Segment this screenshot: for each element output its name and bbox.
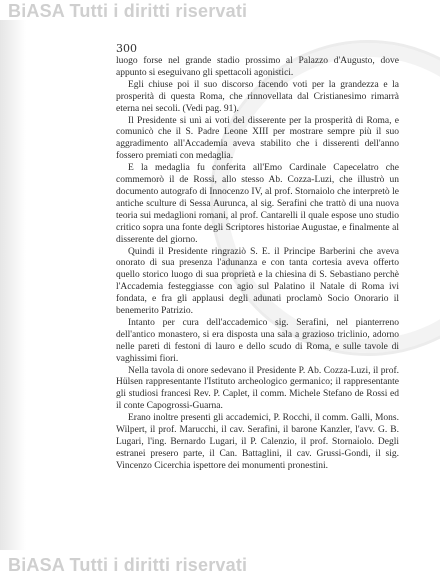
paragraph: luogo forse nel grande stadio prossimo al Palazzo d'Augusto, dove appunto si eseguivano gli spettacoli agonistici. [116, 56, 399, 78]
watermark-top: BiASA Tutti i diritti riservati [8, 1, 248, 21]
paragraph: Quindi il Presidente ringraziò S. E. il Principe Barberini che aveva onorato di sua presenza l'adunanza e con tanta cortesia aveva offerto quello storico luogo di sua proprietà e la chiesina di S. Sebastiano perchè l'Accademia festeggiasse con agio sul Palatino il Natale di Roma ivi fondata, e fra gli applausi degli adunati proclamò Socio Onorario il benemerito Patrizio. [116, 246, 399, 317]
paragraph: Nella tavola di onore sedevano il Presidente P. Ab. Cozza-Luzi, il prof. Hülsen rappresentante l'Istituto archeologico germanico; il rappresentante gli studiosi francesi Rev. P. Caplet, il comm. Michele Stefano de Rossi ed il conte Capogrossi-Guarna. [116, 365, 399, 412]
paragraph: E la medaglia fu conferita all'Emo Cardinale Capecelatro che commemorò il de Rossi, allo stesso Ab. Cozza-Luzi, che illustrò un documento autografo di Innocenzo IV, al prof. Stornaiolo che interpretò le antiche sculture di Sessa Aurunca, al sig. Serafini che trattò di una nuova teoria sui medaglioni romani, al prof. Cantarelli il quale espose uno studio critico sopra una fonte degli Scriptores historiae Augustae, e finalmente al disserente del giorno. [116, 163, 399, 245]
page-number: 300 [116, 42, 137, 55]
body-text [116, 56, 399, 473]
paragraph: Egli chiuse poi il suo discorso facendo voti per la grandezza e la prosperità di questa Roma, che rinnovellata dal Cristianesimo rimarrà eterna nei secoli. (Vedi pag. 91). [116, 79, 399, 114]
paragraph: Erano inoltre presenti gli accademici, P. Rocchi, il comm. Galli, Mons. Wilpert, il prof. Marucchi, il cav. Serafini, il barone Kanzler, l'avv. G. B. Lugari, l'ing. Bernardo Lugari, il P. Calenzio, il prof. Stornaiolo. Degli estranei presero parte, il Can. Battaglini, il cav. Grussi-Gondi, il sig. Vincenzo Cicerchia ispettore dei monumenti pronestini. [116, 413, 399, 471]
paragraph: Intanto per cura dell'accademico sig. Serafini, nel pianterreno dell'antico monastero, si era disposta una sala a grazioso triclinio, adorno nelle pareti di festoni di lauro e dello scudo di Roma, e sulle tavole di vaghissimi fiori. [116, 317, 399, 364]
watermark-bottom: BiASA Tutti i diritti riservati [8, 555, 248, 575]
page-edge-shadow [0, 20, 26, 550]
paragraph: Il Presidente si unì ai voti del disserente per la prosperità di Roma, e comunicò che il S. Padre Leone XIII per mostrare sempre più il suo aggradimento all'Accademia aveva stabilito che i disserenti dell'anno fossero premiati con medaglia. [116, 115, 399, 162]
